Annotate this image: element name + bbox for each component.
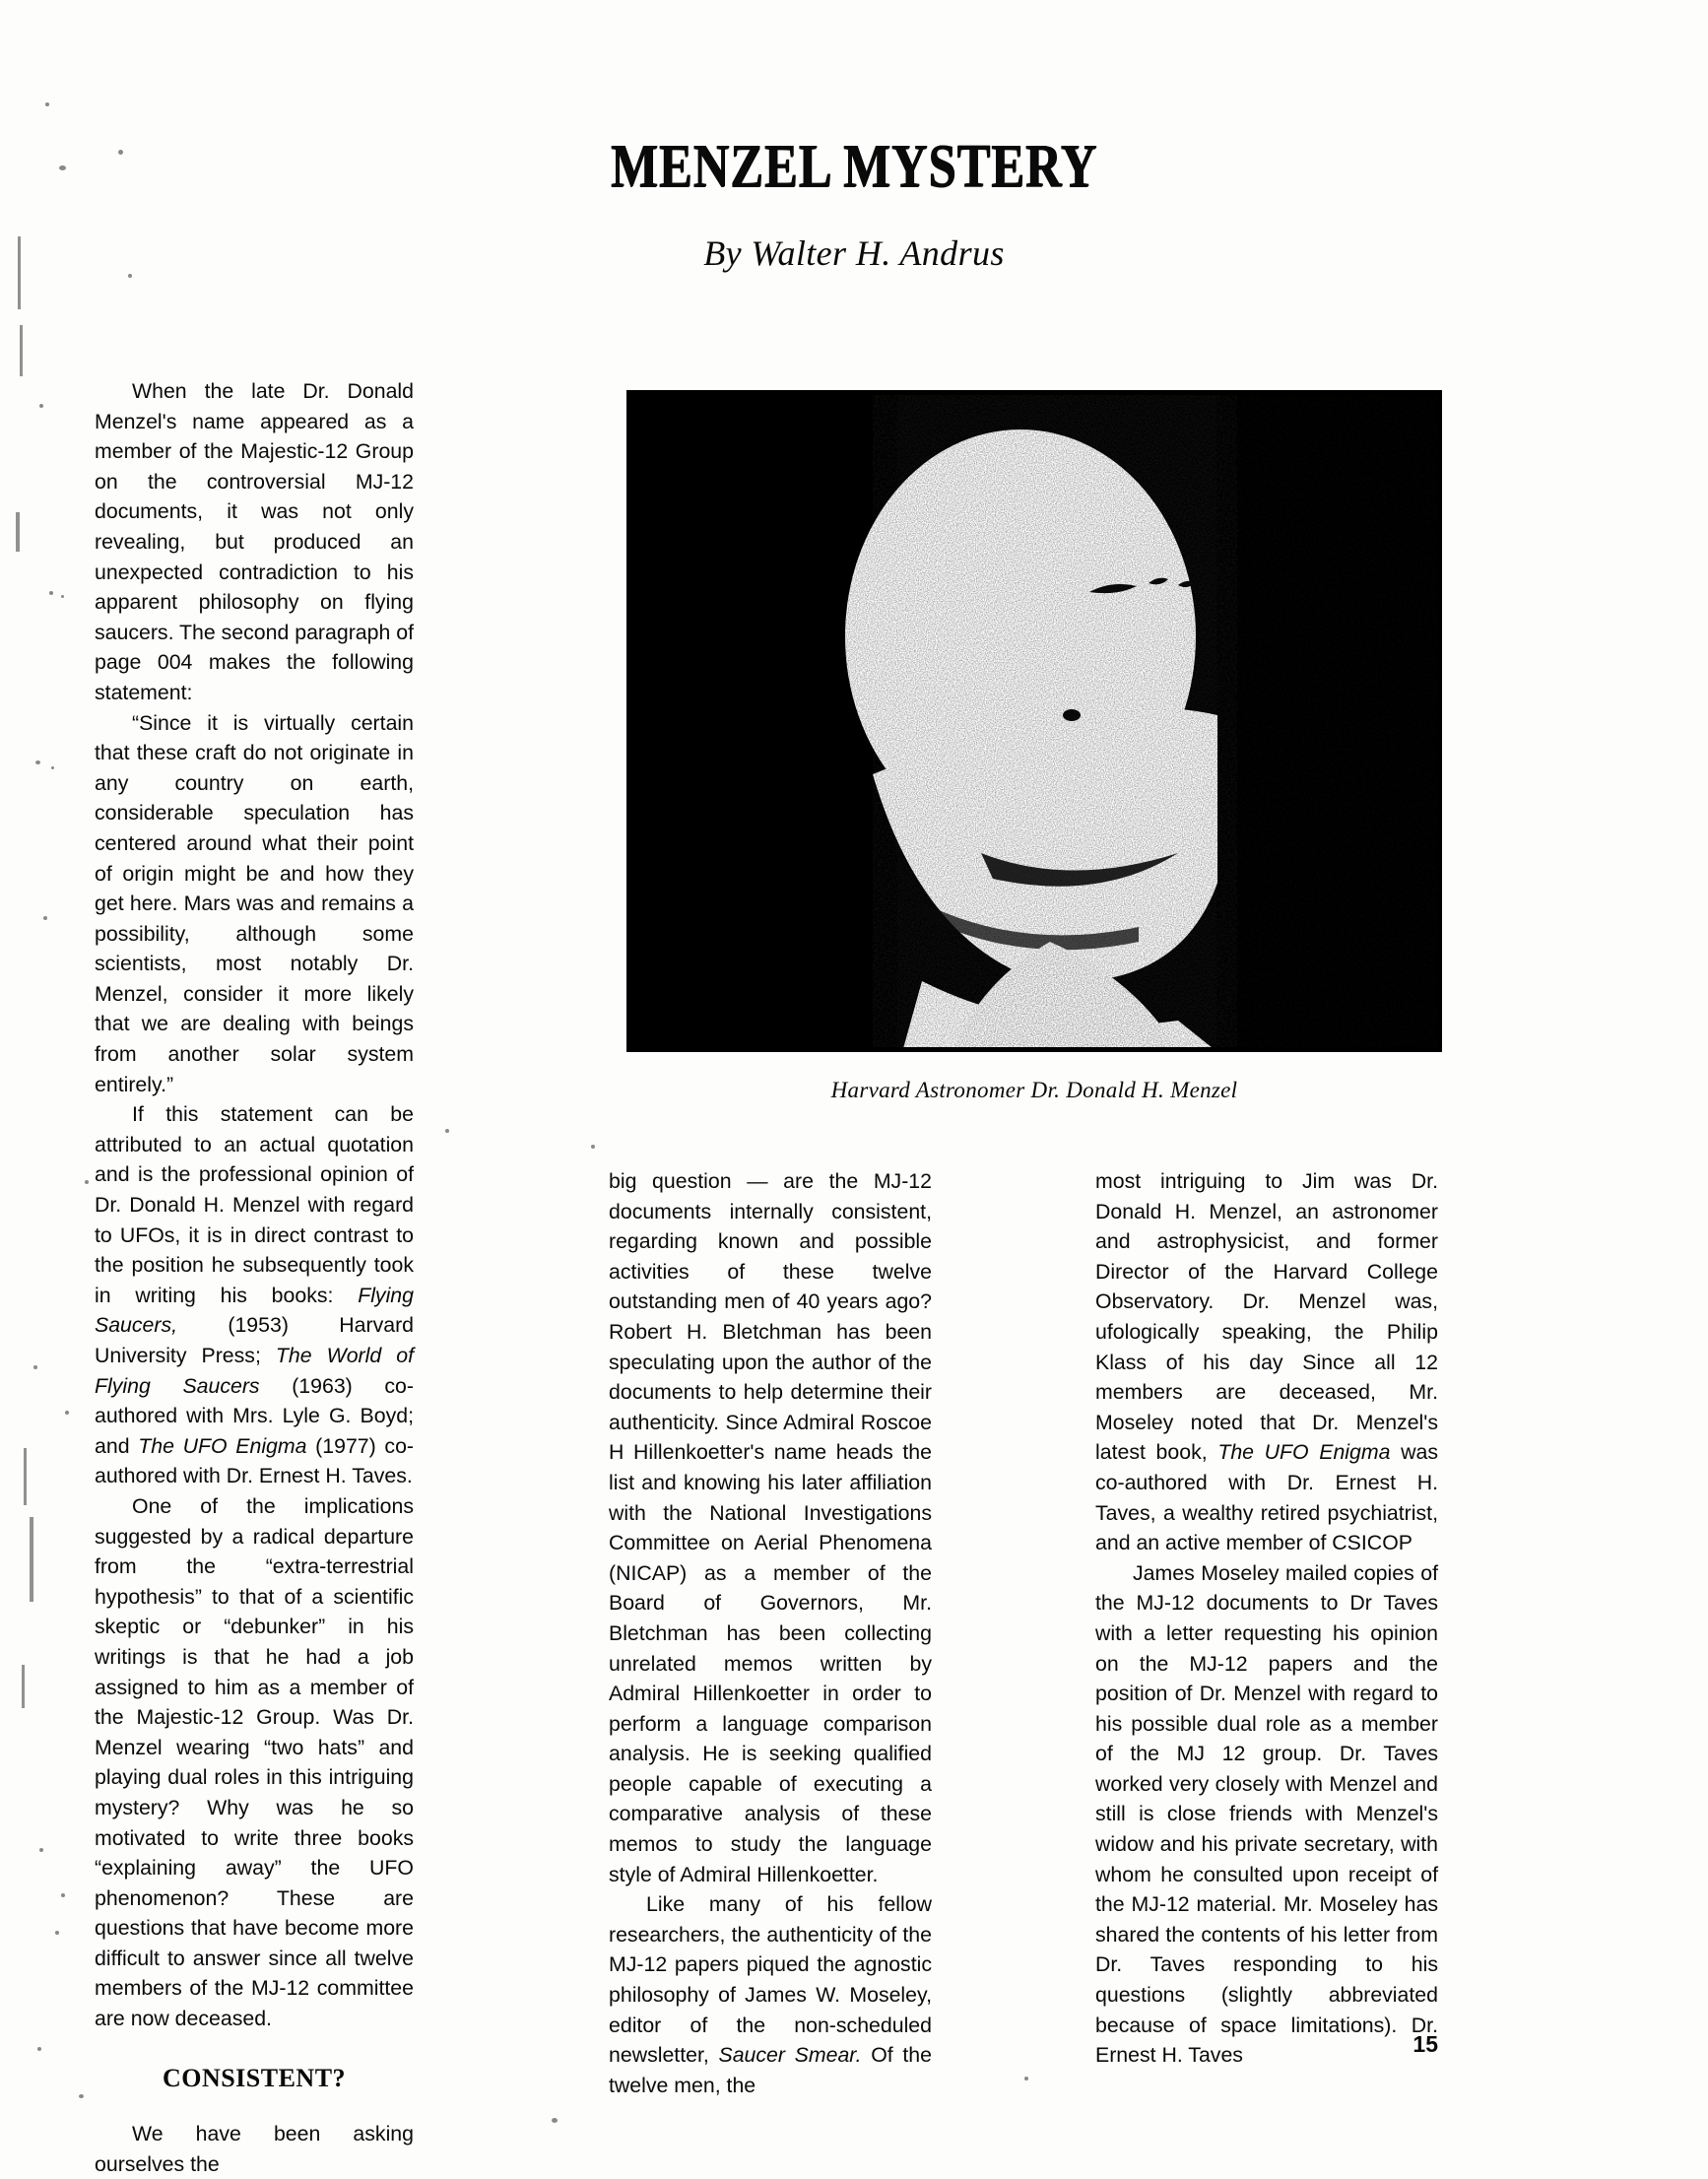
paragraph: When the late Dr. Donald Menzel's name appeared as a member of the Majestic-12 Group on the controversial MJ-12 documents, it was not only revealing, but produced an unexpected contradiction to his apparent philosophy on flying saucers. The second paragraph of page 004 makes the following statement: — [95, 379, 414, 704]
newsletter-title-saucer-smear: Saucer Smear. — [718, 2043, 862, 2068]
paragraph-quote: “Since it is virtually certain that these craft do not originate in any country on earth, considerable speculation has centered around what their point of origin might be and how they get here. Mars was and remains a possibility, although some scientists, most notably Dr. Menzel, consider it more likely that we are dealing with beings from another solar system entirely.” — [95, 710, 414, 1096]
paragraph-menzel-bio — [1095, 1166, 1438, 1558]
paragraph: We have been asking ourselves the — [95, 2122, 414, 2176]
text-run: (1963) co-authored with Mrs. Lyle G. Boyd; and — [95, 1373, 414, 1458]
masthead — [0, 133, 1708, 274]
book-title-ufo-enigma: The UFO Enigma — [138, 1433, 307, 1458]
book-title-world-of-flying-saucers: The World of Flying Saucers — [95, 1344, 414, 1398]
page-title: MENZEL MYSTERY — [610, 133, 1098, 200]
book-title-ufo-enigma: The UFO Enigma — [1217, 1440, 1391, 1465]
photo-figure — [626, 390, 1442, 1052]
byline: By Walter H. Andrus — [703, 233, 1005, 273]
page-number: 15 — [1412, 2031, 1438, 2057]
column-middle — [609, 1166, 932, 2100]
portrait-donald-h-menzel-photo — [626, 390, 1442, 1052]
book-title-flying-saucers: Flying Saucers, — [95, 1283, 414, 1338]
text-run: was co-authored with Dr. Ernest H. Taves, a wealthy retired psychiatrist, and an active member of CSICOP — [1095, 1440, 1439, 1555]
text-run: (1953) Harvard University Press; — [95, 1313, 414, 1367]
column-left — [95, 376, 414, 2179]
paragraph: James Moseley mailed copies of the MJ-12 documents to Dr Taves with a letter requesting his opinion on the MJ-12 papers and the position of Dr. Menzel with regard to his possible dual role as a member of the MJ 12 group. Dr. Taves worked very closely with Menzel and still is close friends with Menzel's widow and his private secretary, with whom he consulted upon receipt of the MJ-12 material. Mr. Moseley has shared the contents of his letter from Dr. Taves responding to his questions (slightly abbreviated because of space limitations). Dr. Ernest H. Taves — [1095, 1560, 1438, 2068]
photo-caption: Harvard Astronomer Dr. Donald H. Menzel — [830, 1078, 1238, 1102]
paragraph: big question — are the MJ-12 documents internally consistent, regarding known and possible activities of these twelve outstanding men of 40 years ago? Robert H. Bletchman has been speculating upon the author of the documents to help determine their authenticity. Since Admiral Roscoe H Hillenkoetter's name heads the list and knowing his later affiliation with the National Investigations Committee on Aerial Phenomena (NICAP) as a member of the Board of Governors, Mr. Bletchman has been collecting unrelated memos written by Admiral Hillenkoetter in order to perform a language comparison analysis. He is seeking qualified people capable of executing a comparative analysis of these memos to study the language style of Admiral Hillenkoetter. — [609, 1169, 932, 1886]
paragraph: One of the implications suggested by a radical departure from the “extra-terrestrial hypothesis” to that of a scientific skeptic or “debunker” in his writings is that he had a job assigned to him as a member of the Majestic-12 Group. Was Dr. Menzel wearing “two hats” and playing dual roles in this intriguing mystery? Why was he so motivated to write three books “explaining away” the UFO phenomenon? These are questions that have become more difficult to answer since all twelve members of the MJ-12 committee are now deceased. — [95, 1493, 414, 2031]
text-run: most intriguing to Jim was Dr. Donald H. Menzel, an astronomer and astrophysicist, and former Director of the Harvard College Observatory. Dr. Menzel was, ufologically speaking, the Philip Klass of his day Since all 12 members are deceased, Mr. Moseley noted that Dr. Menzel's latest book, — [1095, 1169, 1438, 1465]
text-run: Like many of his fellow researchers, the authenticity of the MJ-12 papers piqued the agnostic philosophy of James W. Moseley, editor of the non-scheduled newsletter, — [609, 1892, 932, 2068]
text-run: If this statement can be attributed to an actual quotation and is the professional opinion of Dr. Donald H. Menzel with regard to UFOs, it is in direct contrast to the position he subsequently took in writing his books: — [95, 1102, 414, 1307]
section-heading-consistent: CONSISTENT? — [162, 2063, 347, 2092]
column-right — [1095, 1166, 1438, 2071]
paragraph-books — [95, 1099, 414, 1491]
paragraph-moseley — [609, 1889, 932, 2100]
text-run: (1977) co-authored with Dr. Ernest H. Taves. — [95, 1433, 415, 1488]
text-run: Of the twelve men, the — [609, 2043, 932, 2097]
